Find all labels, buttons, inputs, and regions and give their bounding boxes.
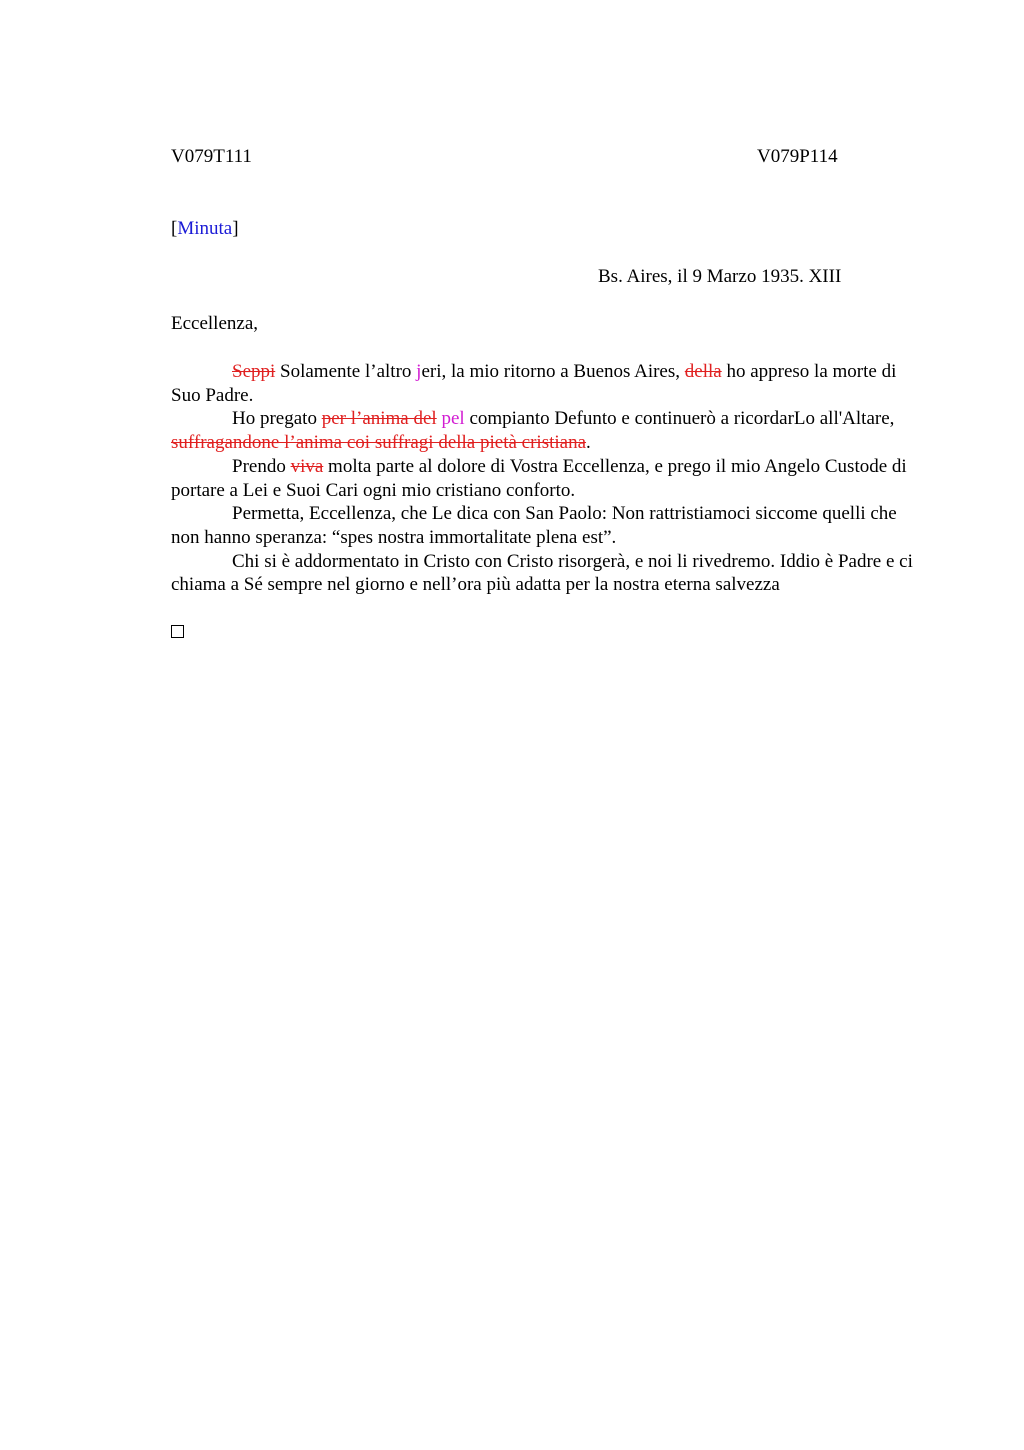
- deleted-text: viva: [290, 455, 324, 477]
- minuta-label: Minuta: [177, 218, 233, 239]
- paragraph-2: [171, 407, 923, 454]
- deleted-text: Seppi: [232, 361, 276, 382]
- minuta-annotation: [171, 217, 239, 241]
- letter-body: [171, 360, 923, 597]
- text-run: Ho pregato: [232, 408, 322, 430]
- text-run: molta parte al dolore di Vostra Eccellenza, e prego il mio Angelo Custode di portare a Lei e Suoi Cari ogni mio cristiano conforto.: [171, 455, 907, 501]
- salutation: Eccellenza,: [171, 313, 259, 334]
- deleted-text: della: [684, 361, 722, 382]
- checkbox-square-icon: [171, 625, 184, 638]
- place-date: Bs. Aires, il 9 Marzo 1935. XIII: [598, 266, 842, 287]
- text-run: Chi si è addormentato in Cristo con Cristo risorgerà, e noi li rivedremo. Iddio è Padre e ci chiama a Sé sempre nel giorno e nell’ora più adatta per la nostra eterna salvezza: [171, 550, 913, 596]
- deleted-text: per l’anima del: [321, 408, 437, 430]
- text-run: Prendo: [232, 455, 291, 477]
- text-run: Solamente l’altro: [275, 361, 417, 382]
- text-run: eri, la mio ritorno a Buenos Aires,: [421, 361, 685, 382]
- deleted-text: suffragandone l’anima coi suffragi della pietà cristiana: [171, 432, 587, 454]
- paragraph-4: [171, 502, 923, 549]
- text-run: compianto Defunto e continuerò a ricordarLo all'Altare,: [464, 408, 895, 430]
- right-code: V079P114: [757, 146, 838, 167]
- paragraph-5: [171, 550, 923, 597]
- inserted-text: pel: [441, 408, 465, 430]
- inserted-text: j: [416, 361, 422, 382]
- paragraph-3: [171, 455, 923, 502]
- text-run: ho appreso la morte di Suo Padre.: [171, 361, 897, 406]
- minuta-bracket-open: [: [171, 218, 178, 239]
- minuta-bracket-close: ]: [232, 218, 239, 239]
- left-code: V079T111: [171, 146, 252, 167]
- paragraph-1: [171, 360, 923, 407]
- text-run: Permetta, Eccellenza, che Le dica con San Paolo: Non rattristiamoci siccome quelli che non hanno speranza: “spes nostra immortalitate plena est”.: [171, 503, 897, 548]
- text-run: .: [586, 432, 591, 454]
